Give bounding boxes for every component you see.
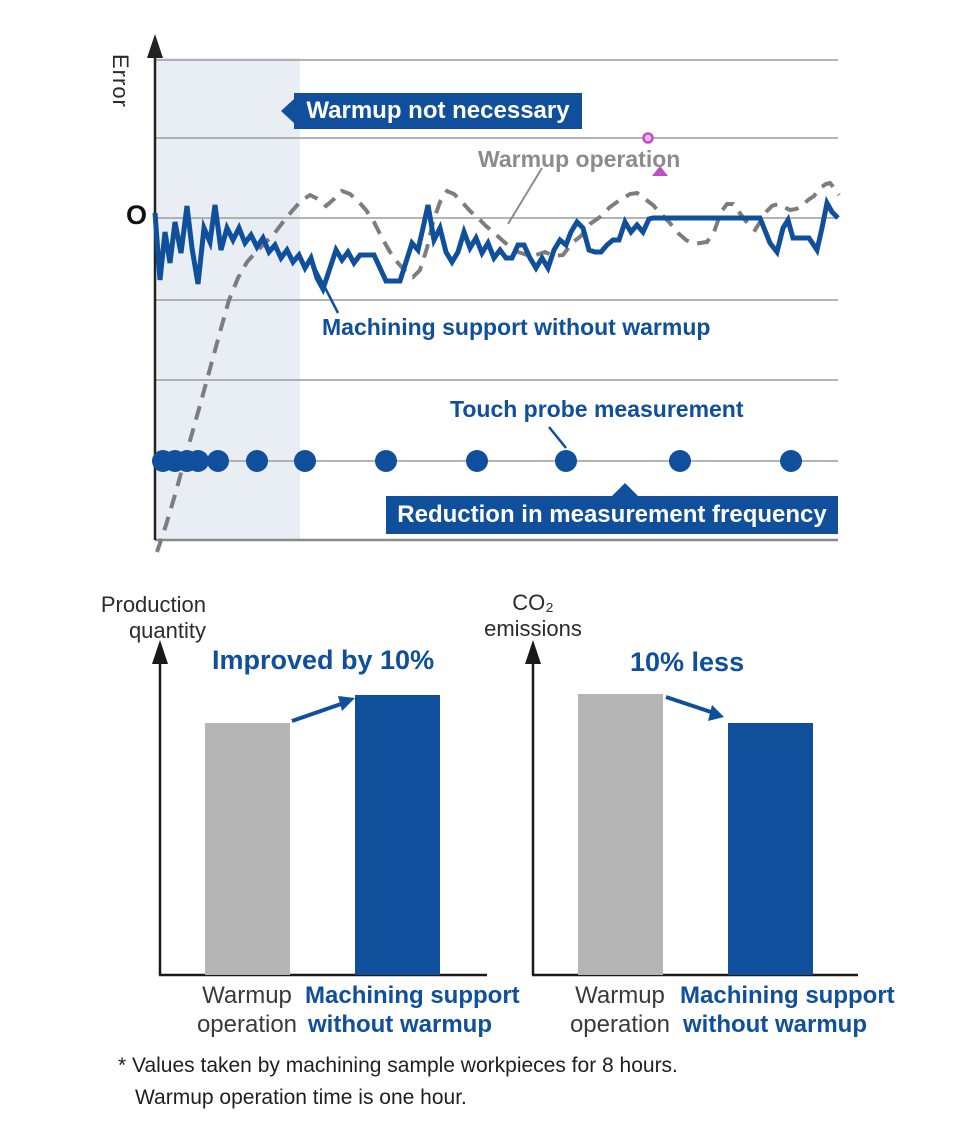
production-label-line1: Production	[100, 592, 206, 617]
tick-line: operation	[569, 1010, 671, 1038]
tick-line: Machining support	[680, 982, 895, 1009]
tick-line: Machining support	[305, 982, 520, 1009]
tick-line: Warmup	[202, 982, 292, 1009]
tick-line: Warmup	[575, 982, 665, 1009]
right-chart-category-machining	[680, 982, 895, 1040]
right-chart-y-axis-label	[478, 590, 588, 642]
footnote	[118, 1050, 678, 1113]
banner-left-notch	[281, 99, 294, 123]
tick-line: operation	[196, 1010, 298, 1038]
left-chart-category-warmup	[182, 982, 312, 1040]
footnote-line2: Warmup operation time is one hour.	[135, 1085, 467, 1109]
co2-label-line2: emissions	[484, 615, 582, 641]
left-chart-y-axis-label	[88, 592, 206, 644]
production-label-line2: quantity	[128, 617, 206, 643]
y-axis-label-error: Error	[108, 54, 133, 108]
banner-top-text: Warmup not necessary	[306, 97, 570, 124]
series-label-warmup-operation: Warmup operation	[478, 146, 681, 172]
tick-line: without warmup	[308, 1010, 492, 1038]
footnote-line1: * Values taken by machining sample workpieces for 8 hours.	[118, 1054, 678, 1077]
less-callout: 10% less	[630, 647, 745, 677]
reduction-frequency-banner	[386, 496, 838, 534]
banner-up-notch	[612, 483, 638, 496]
touch-probe-measurement-label: Touch probe measurement	[450, 396, 744, 422]
series-label-machining-support: Machining support without warmup	[322, 314, 711, 340]
tick-line: without warmup	[683, 1010, 867, 1038]
co2-label-line1: CO₂	[512, 590, 554, 615]
right-chart-category-warmup	[555, 982, 685, 1040]
left-chart-category-machining	[305, 982, 520, 1040]
zero-tick-label: O	[126, 200, 148, 230]
warmup-not-necessary-banner	[294, 93, 582, 129]
improved-callout: Improved by 10%	[212, 645, 435, 675]
banner-bottom-text: Reduction in measurement frequency	[397, 501, 827, 528]
